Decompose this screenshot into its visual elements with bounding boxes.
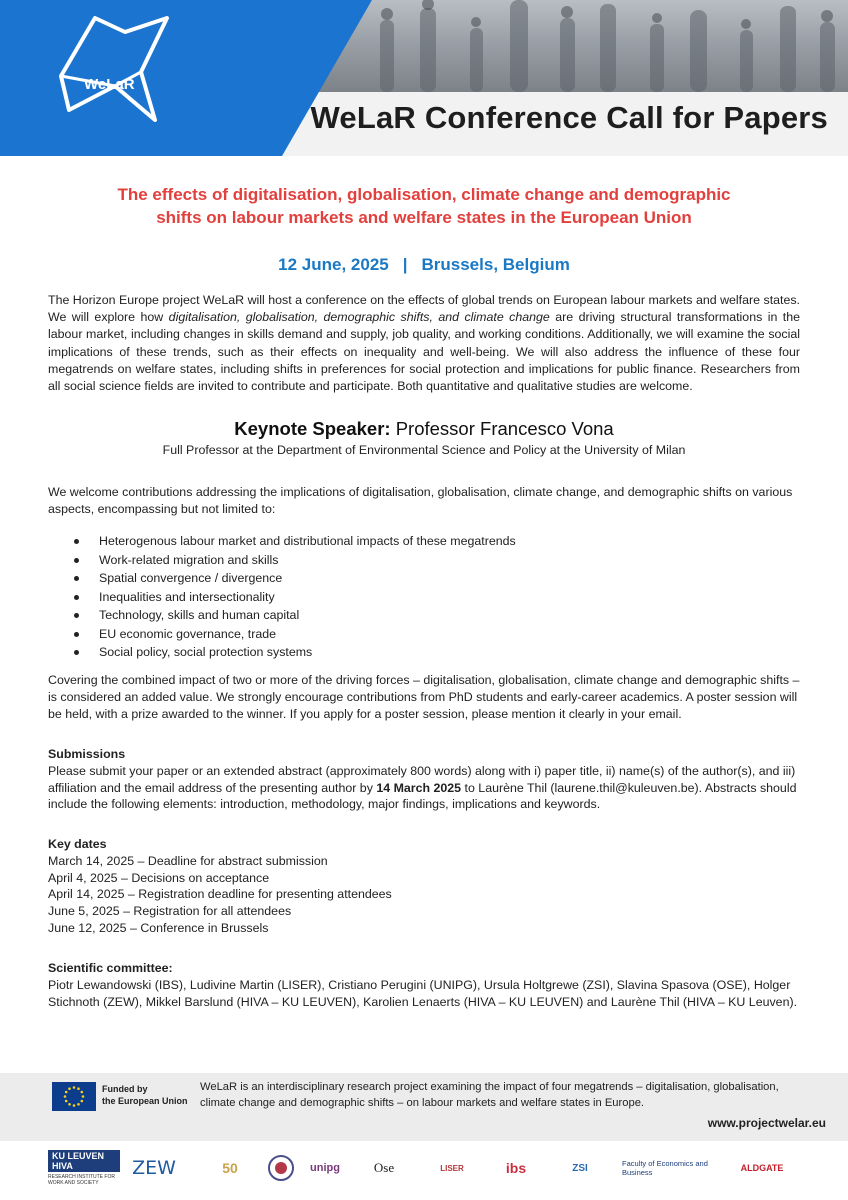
list-item (72, 643, 516, 662)
unipg-logo: unipg (310, 1162, 340, 1174)
conference-subtitle (60, 183, 788, 229)
bullet-icon (74, 632, 79, 637)
list-item (72, 625, 516, 644)
date-location (0, 255, 848, 275)
intro-paragraph (48, 292, 800, 395)
topic-text: Spatial convergence / divergence (99, 571, 283, 585)
submissions-heading: Submissions (48, 747, 126, 761)
combined-impact-paragraph: Covering the combined impact of two or more of the driving forces – digitalisation, globalisation, climate change and demographic shifts – is considered an added value. We strongly encourage contributions from PhD students and early-career academics. A poster session will be held, with a prize awarded to the winner. If you apply for a poster session, please mention it clearly in your email. (48, 673, 800, 722)
submissions-text-2: to Laurène Thil (laurene.thil@kuleuven.be). Abstracts should include the following elements: introduction, methodology, major findings, implications and keywords. (48, 780, 797, 812)
logo-text: WeLaR (84, 76, 135, 93)
page-title: WeLaR Conference Call for Papers (310, 100, 828, 135)
bullet-icon (74, 576, 79, 581)
key-date-item: April 14, 2025 – Registration deadline for presenting attendees (48, 887, 392, 902)
keynote-affiliation: Full Professor at the Department of Environmental Science and Policy at the University of Milan (162, 443, 686, 457)
ibs-logo: ibs (505, 1160, 527, 1176)
fifty-logo: 50 (222, 1160, 238, 1176)
key-date-item: June 12, 2025 – Conference in Brussels (48, 920, 269, 935)
aldgate-logo: ALDGATE (740, 1163, 784, 1173)
submissions-text-1: Please submit your paper or an extended abstract (approximately 800 words) along with i) paper title, ii) name(s) of the author(s), and iii) affiliation and the email address of the presenting author by (48, 763, 796, 795)
key-date-item: April 4, 2025 – Decisions on acceptance (48, 870, 270, 885)
conference-place: Brussels, Belgium (421, 255, 570, 274)
topics-intro: We welcome contributions addressing the implications of digitalisation, globalisation, climate change, and demographic shifts on various aspects, encompassing but not limited to: (48, 485, 793, 517)
list-item (72, 532, 516, 551)
committee-section (48, 960, 800, 1010)
eu-flag-icon (52, 1082, 96, 1111)
intro-italic: digitalisation, globalisation, demographic shifts, and climate change (168, 310, 550, 325)
funded-by-eu (102, 1083, 188, 1107)
page-header (0, 0, 848, 156)
liser-logo: LISER (440, 1163, 464, 1173)
key-dates-section (48, 836, 800, 937)
date-separator: | (402, 255, 408, 274)
list-item (72, 569, 516, 588)
kuleuven-logo (48, 1148, 120, 1188)
intro-text-2: are driving structural transformations in the labour market, including changes in skills demand and supply, job quality, and working conditions. Additionally, we will examine the social implications of these trends, such as their effects on inequality and well-being. We will also address the influence of these four megatrends on welfare states, including shifts in preferences for social protection and implications for public finance. Researchers from all social science fields are invited to contribute and participate. Both quantitative and qualitative studies are welcome. (48, 310, 801, 394)
funded-line-1: Funded by (102, 1084, 148, 1094)
committee-heading: Scientific committee: (48, 961, 173, 975)
zsi-logo: ZSI (572, 1162, 588, 1174)
ose-logo: Ose (373, 1160, 395, 1175)
submission-deadline: 14 March 2025 (376, 780, 462, 795)
partner-logos (0, 1148, 848, 1194)
keynote-name: Professor Francesco Vona (395, 418, 614, 439)
conference-date: 12 June, 2025 (278, 255, 389, 274)
project-description: WeLaR is an interdisciplinary research project examining the impact of four megatrends – digitalisation, globalisation, climate change and demographic shifts – on labour markets and welfare states in Europe. (200, 1081, 779, 1109)
topic-text: Work-related migration and skills (99, 552, 279, 567)
bullet-icon (74, 539, 79, 544)
kuleuven-text: KU LEUVEN HIVA (48, 1150, 120, 1172)
committee-text: Piotr Lewandowski (IBS), Ludivine Martin (LISER), Cristiano Perugini (UNIPG), Ursula Holtgrewe (ZSI), Slavina Spasova (OSE), Holger Stichnoth (ZEW), Mikkel Barslund (HIVA – KU LEUVEN), Karolien Lenaerts (HIVA – KU LEUVEN) and Laurène Thil (HIVA – KU Leuven). (48, 977, 798, 1009)
list-item (72, 606, 516, 625)
intro-text-1: The Horizon Europe project WeLaR will host a conference on the effects of global trends on European labour markets and welfare states. We will explore how (48, 293, 800, 325)
bullet-icon (74, 595, 79, 600)
bullet-icon (74, 650, 79, 655)
list-item (72, 588, 516, 607)
topics-list (72, 532, 516, 662)
zew-logo: ZEW (132, 1157, 176, 1179)
bullet-icon (74, 613, 79, 618)
keynote-speaker (0, 418, 848, 440)
kuleuven-subtext: RESEARCH INSTITUTE FOR WORK AND SOCIETY (48, 1174, 115, 1186)
topic-text: Heterogenous labour market and distributional impacts of these megatrends (99, 534, 516, 548)
subtitle-line-2: shifts on labour markets and welfare states in the European Union (156, 208, 692, 227)
subtitle-line-1: The effects of digitalisation, globalisation, climate change and demographic (117, 185, 731, 204)
topic-text: Inequalities and intersectionality (99, 589, 275, 604)
project-url-link[interactable]: www.projectwelar.eu (707, 1116, 826, 1130)
keynote-label: Keynote Speaker: (234, 418, 391, 439)
funded-line-2: the European Union (102, 1096, 188, 1106)
bullet-icon (74, 558, 79, 563)
key-dates-heading: Key dates (48, 837, 107, 851)
welar-logo-icon (55, 10, 175, 125)
topic-text: Social policy, social protection systems (99, 645, 313, 659)
submissions-section (48, 746, 800, 813)
topic-text: EU economic governance, trade (99, 626, 277, 641)
faculty-logo: Faculty of Economics and Business (622, 1159, 708, 1177)
seal-logo-icon (266, 1148, 296, 1188)
key-date-item: March 14, 2025 – Deadline for abstract submission (48, 853, 328, 868)
key-date-item: June 5, 2025 – Registration for all attendees (48, 904, 292, 919)
list-item (72, 551, 516, 570)
topic-text: Technology, skills and human capital (99, 608, 300, 622)
